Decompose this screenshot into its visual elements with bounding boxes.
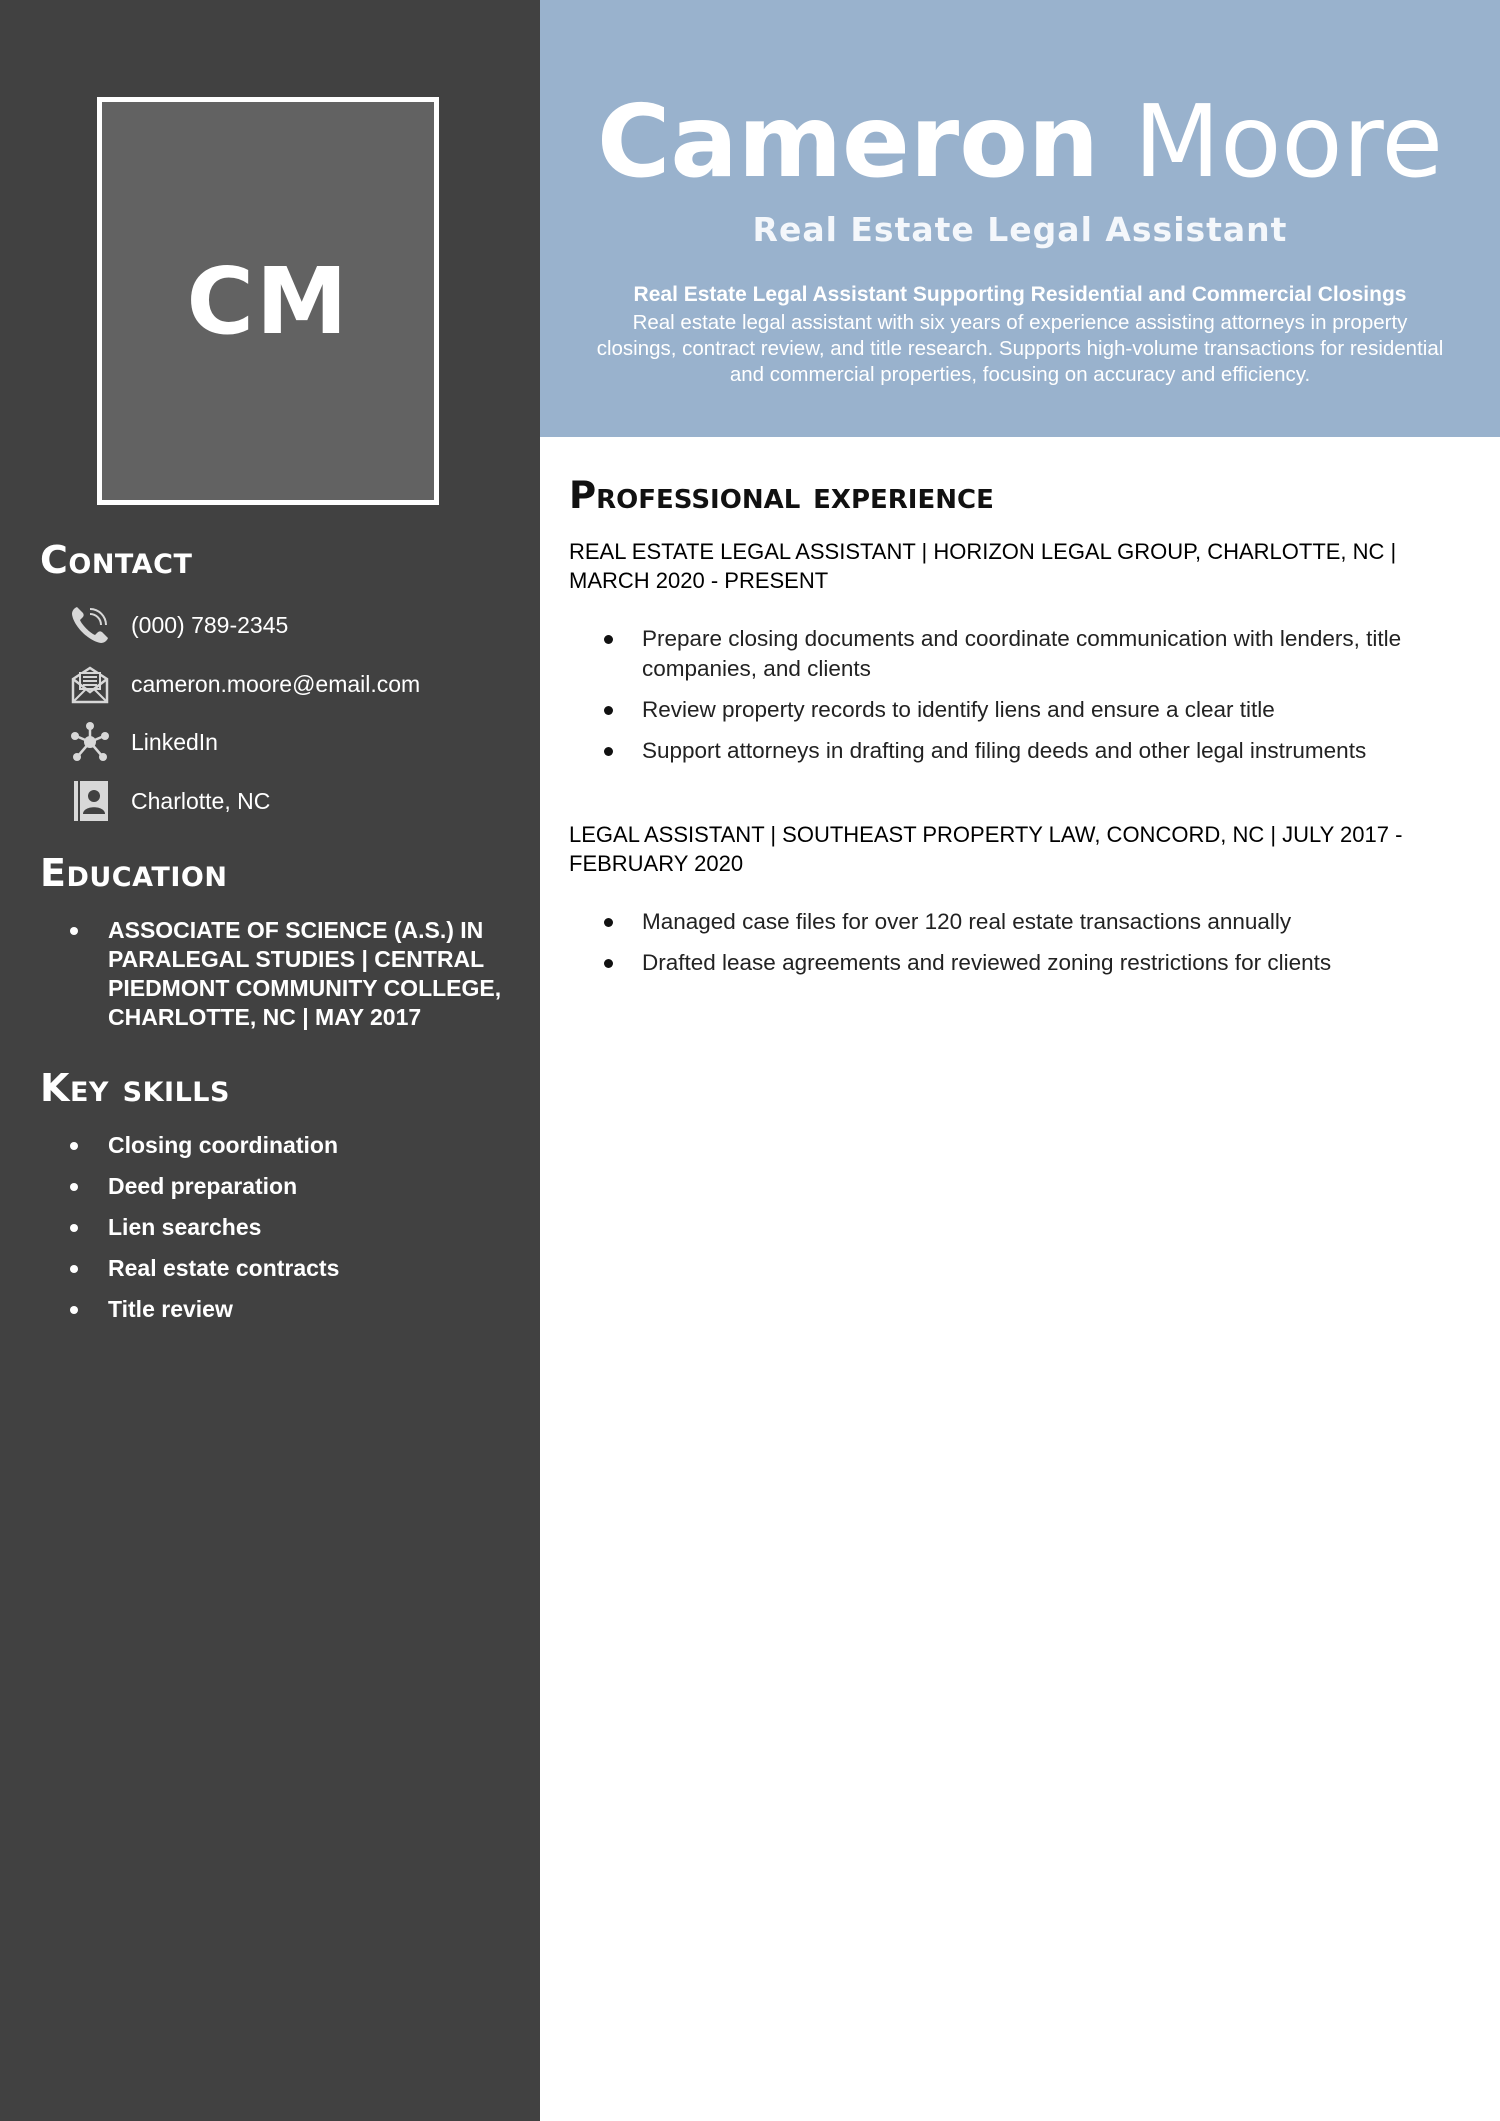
candidate-name <box>540 72 1500 212</box>
contact-heading: Contact <box>40 538 193 582</box>
contact-location <box>68 778 270 824</box>
contact-phone-text[interactable]: (000) 789-2345 <box>131 611 289 638</box>
education-heading: Education <box>40 851 228 895</box>
contact-email <box>68 661 420 707</box>
skills-list <box>68 1131 518 1336</box>
address-card-icon <box>68 779 112 823</box>
contact-linkedin-text[interactable]: LinkedIn <box>131 728 218 755</box>
monogram-frame <box>97 97 439 505</box>
experience-heading: Professional experience <box>569 474 994 517</box>
duty-item: Support attorneys in drafting and filing deeds and other legal instruments <box>600 736 1420 766</box>
contact-linkedin <box>68 719 218 765</box>
skills-heading: Key skills <box>40 1066 230 1110</box>
education-item: ASSOCIATE OF SCIENCE (A.S.) IN PARALEGAL STUDIES | CENTRAL PIEDMONT COMMUNITY COLLEGE, CHARLOTTE, NC | MAY 2017 <box>68 916 518 1032</box>
education-list <box>68 916 518 1032</box>
duty-item: Drafted lease agreements and reviewed zoning restrictions for clients <box>600 948 1420 978</box>
skill-item: Title review <box>68 1295 518 1324</box>
contact-email-text[interactable]: cameron.moore@email.com <box>131 670 421 697</box>
contact-location-text: Charlotte, NC <box>131 787 271 814</box>
skill-item: Deed preparation <box>68 1172 518 1201</box>
duty-item: Prepare closing documents and coordinate communication with lenders, title companies, and clients <box>600 624 1420 684</box>
job-title-line: REAL ESTATE LEGAL ASSISTANT | HORIZON LEGAL GROUP, CHARLOTTE, NC | MARCH 2020 - PRESENT <box>569 539 1397 593</box>
skill-item: Lien searches <box>68 1213 518 1242</box>
sidebar <box>0 0 540 2121</box>
linkedin-network-icon <box>68 720 112 764</box>
monogram-initials: CM <box>186 247 350 355</box>
job-duties-list <box>600 624 1420 777</box>
job-title: Real Estate Legal Assistant <box>752 210 1288 249</box>
summary-heading: Real Estate Legal Assistant Supporting Residential and Commercial Closings <box>633 283 1407 306</box>
summary-text: Real estate legal assistant with six years of experience assisting attorneys in property closings, contract review, and title research. Supports high-volume transactions for residential and commercial properties, focusing on accuracy and efficiency. <box>596 311 1444 386</box>
header-band <box>540 0 1500 437</box>
job-title-line: LEGAL ASSISTANT | SOUTHEAST PROPERTY LAW, CONCORD, NC | JULY 2017 - FEBRUARY 2020 <box>569 822 1403 876</box>
duty-item: Review property records to identify liens and ensure a clear title <box>600 695 1420 725</box>
duty-item: Managed case files for over 120 real estate transactions annually <box>600 907 1420 937</box>
first-name: Cameron <box>596 83 1100 200</box>
email-icon <box>68 662 112 706</box>
job-duties-list <box>600 907 1420 989</box>
last-name: Moore <box>1133 83 1444 200</box>
skill-item: Real estate contracts <box>68 1254 518 1283</box>
phone-icon <box>68 603 112 647</box>
contact-phone <box>68 602 288 648</box>
skill-item: Closing coordination <box>68 1131 518 1160</box>
